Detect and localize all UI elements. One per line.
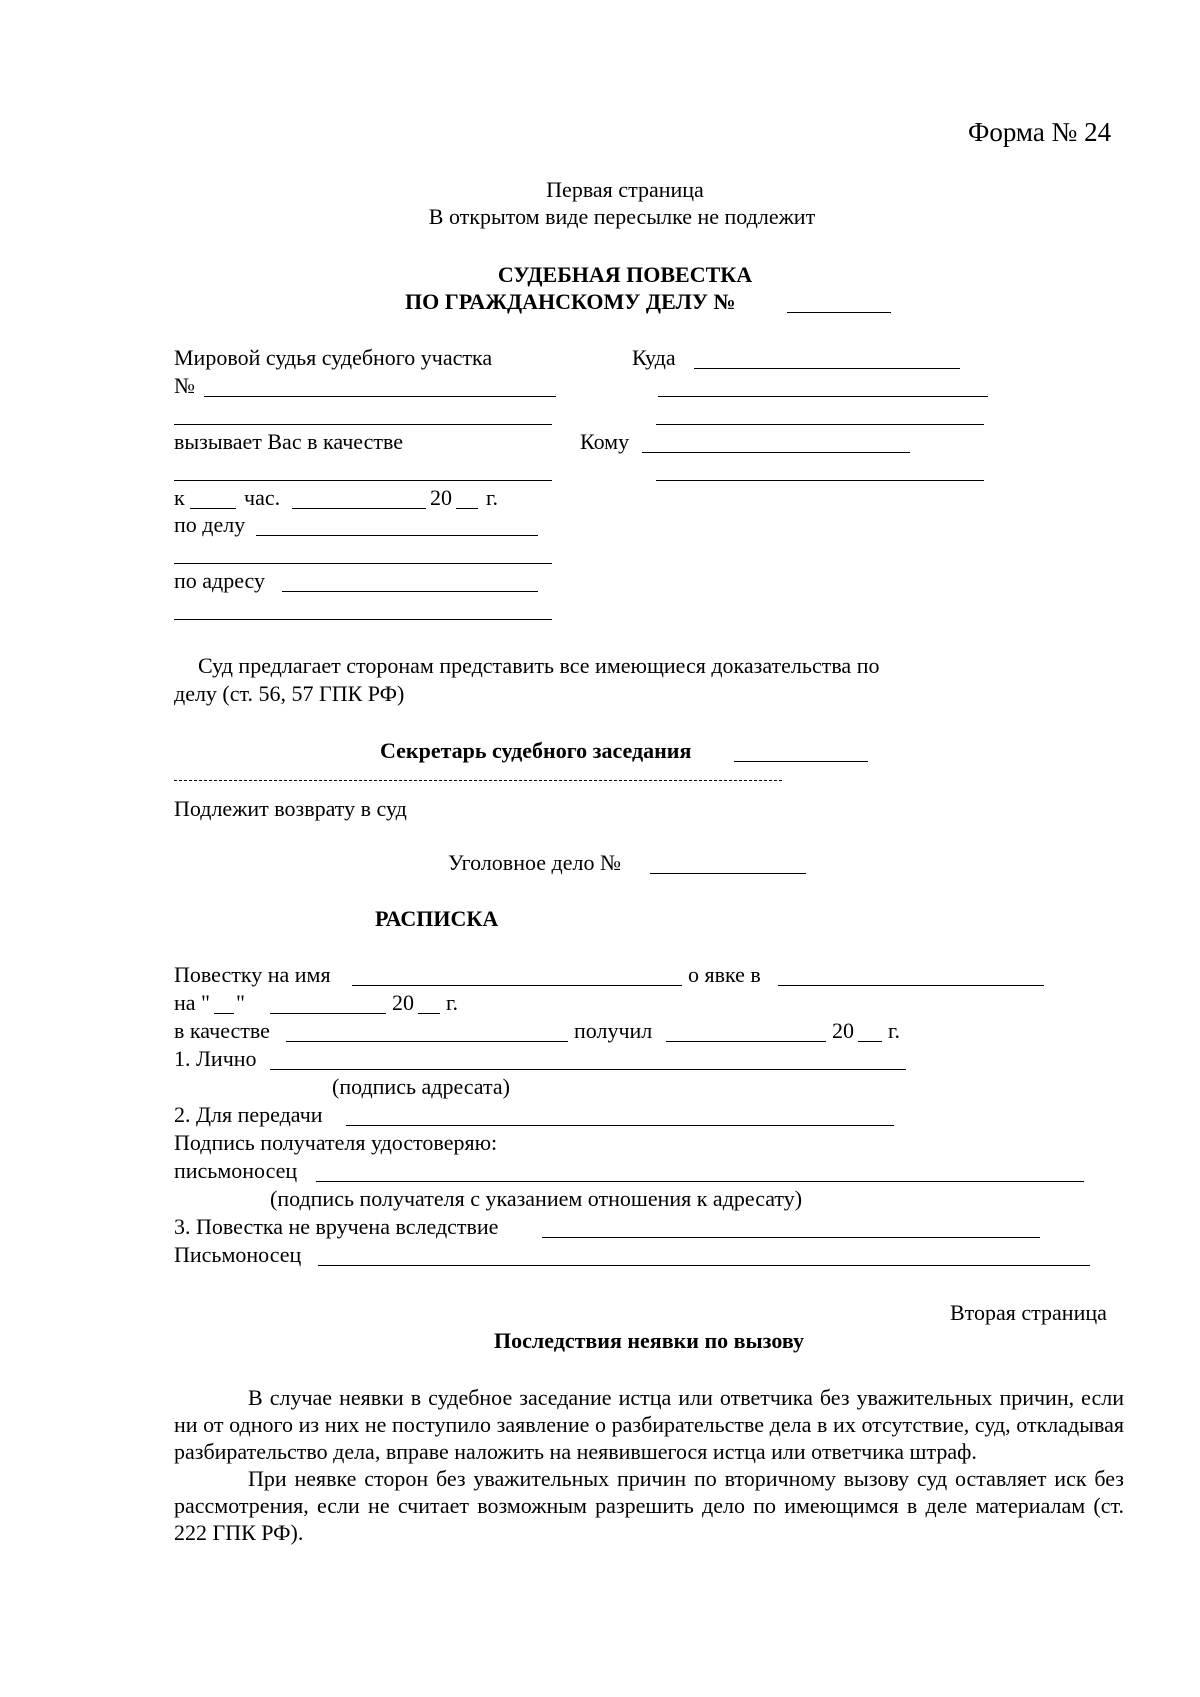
whom-label: Кому <box>580 429 630 454</box>
not-delivered-label: 3. Повестка не вручена вследствие <box>174 1214 499 1239</box>
page-two-title: Последствия неявки по вызову <box>494 1328 804 1353</box>
month-field[interactable] <box>270 1013 386 1014</box>
appearance-field[interactable] <box>778 985 1044 986</box>
where-extra-field-1[interactable] <box>658 396 988 397</box>
summons-name-field[interactable] <box>352 985 682 986</box>
appearance-label: о явке в <box>688 962 761 987</box>
postman-field[interactable] <box>316 1181 1084 1182</box>
addressee-signature-caption: (подпись адресата) <box>332 1074 510 1099</box>
judge-number-field[interactable] <box>204 396 556 397</box>
as-label: в качестве <box>174 1018 270 1043</box>
recipient-signature-caption: (подпись получателя с указанием отношения к адресату) <box>270 1186 803 1211</box>
summons-name-label: Повестку на имя <box>174 962 331 987</box>
consequences-paragraph-2: При неявке сторон без уважительных причин по вторичному вызову суд оставляет иск без рассмотрения, если не считает возможным разрешить дело по имеющимся в деле материалам (ст. 222 ГПК РФ). <box>174 1466 1124 1545</box>
calls-as-field[interactable] <box>174 480 552 481</box>
where-extra-field-2[interactable] <box>656 424 984 425</box>
as-field[interactable] <box>286 1041 568 1042</box>
date-field[interactable] <box>292 508 426 509</box>
case-extra-field[interactable] <box>174 563 552 564</box>
notice-line-1: Суд предлагает сторонам представить все имеющиеся доказательства по <box>198 653 880 678</box>
received-date-field[interactable] <box>666 1041 826 1042</box>
personally-field[interactable] <box>270 1069 906 1070</box>
year-field[interactable] <box>456 508 478 509</box>
calls-label: вызывает Вас в качестве <box>174 429 403 454</box>
at-label: к <box>174 485 185 510</box>
criminal-case-field[interactable] <box>650 873 806 874</box>
received-g-label: г. <box>888 1018 901 1043</box>
day-field[interactable] <box>214 1013 234 1014</box>
page-one-label: Первая страница <box>546 177 704 202</box>
g-label: г. <box>486 485 499 510</box>
for-transfer-field[interactable] <box>346 1125 894 1126</box>
judge-label: Мировой судья судебного участка <box>174 345 493 370</box>
cut-line <box>174 780 782 781</box>
address-field[interactable] <box>282 591 538 592</box>
where-field[interactable] <box>694 368 960 369</box>
quote-close: " <box>236 990 245 1015</box>
case-field[interactable] <box>256 535 538 536</box>
receipt-title: РАСПИСКА <box>375 906 499 931</box>
postman2-label: Письмоносец <box>174 1242 302 1267</box>
hour-field[interactable] <box>190 508 236 509</box>
form-number: Форма № 24 <box>968 117 1112 147</box>
document-subtitle: ПО ГРАЖДАНСКОМУ ДЕЛУ № <box>405 289 736 314</box>
not-delivered-field[interactable] <box>542 1237 1040 1238</box>
receipt-year-field[interactable] <box>418 1013 440 1014</box>
personally-label: 1. Лично <box>174 1046 257 1071</box>
address-extra-field[interactable] <box>174 619 552 620</box>
on-label: на " <box>174 990 211 1015</box>
judge-extra-field[interactable] <box>174 424 552 425</box>
page-two-text <box>174 1384 1124 1546</box>
receipt-g-label: г. <box>446 990 459 1015</box>
document-title: СУДЕБНАЯ ПОВЕСТКА <box>497 262 753 287</box>
receipt-year-label: 20 <box>392 990 414 1015</box>
postman-label: письмоносец <box>174 1158 298 1183</box>
secretary-signature-field[interactable] <box>734 761 868 762</box>
certify-label: Подпись получателя удостоверяю: <box>174 1130 498 1155</box>
return-label: Подлежит возврату в суд <box>174 796 407 821</box>
year-label: 20 <box>430 485 452 510</box>
page-two-label: Вторая страница <box>950 1300 1107 1325</box>
secretary-label: Секретарь судебного заседания <box>380 738 692 763</box>
case-label: по делу <box>174 512 246 537</box>
judge-number-label: № <box>174 373 195 398</box>
whom-field[interactable] <box>642 452 910 453</box>
consequences-paragraph-1: В случае неявки в судебное заседание истца или ответчика без уважительных причин, если ни от одного из них не поступило заявление о разбирательстве дела в их отсутствие, суд, откладывая разбирательство дела, вправе наложить на неявившегося истца или ответчика штраф. <box>174 1385 1124 1464</box>
not-open-note: В открытом виде пересылке не подлежит <box>428 204 816 229</box>
received-year-label: 20 <box>832 1018 854 1043</box>
address-label: по адресу <box>174 568 266 593</box>
notice-line-2: делу (ст. 56, 57 ГПК РФ) <box>174 681 405 706</box>
criminal-case-label: Уголовное дело № <box>448 850 621 875</box>
postman2-field[interactable] <box>318 1265 1090 1266</box>
whom-extra-field[interactable] <box>656 480 984 481</box>
where-label: Куда <box>632 345 676 370</box>
case-number-field[interactable] <box>787 312 891 313</box>
received-year-field[interactable] <box>858 1041 882 1042</box>
for-transfer-label: 2. Для передачи <box>174 1102 323 1127</box>
received-label: получил <box>574 1018 653 1043</box>
hour-label: час. <box>244 485 281 510</box>
